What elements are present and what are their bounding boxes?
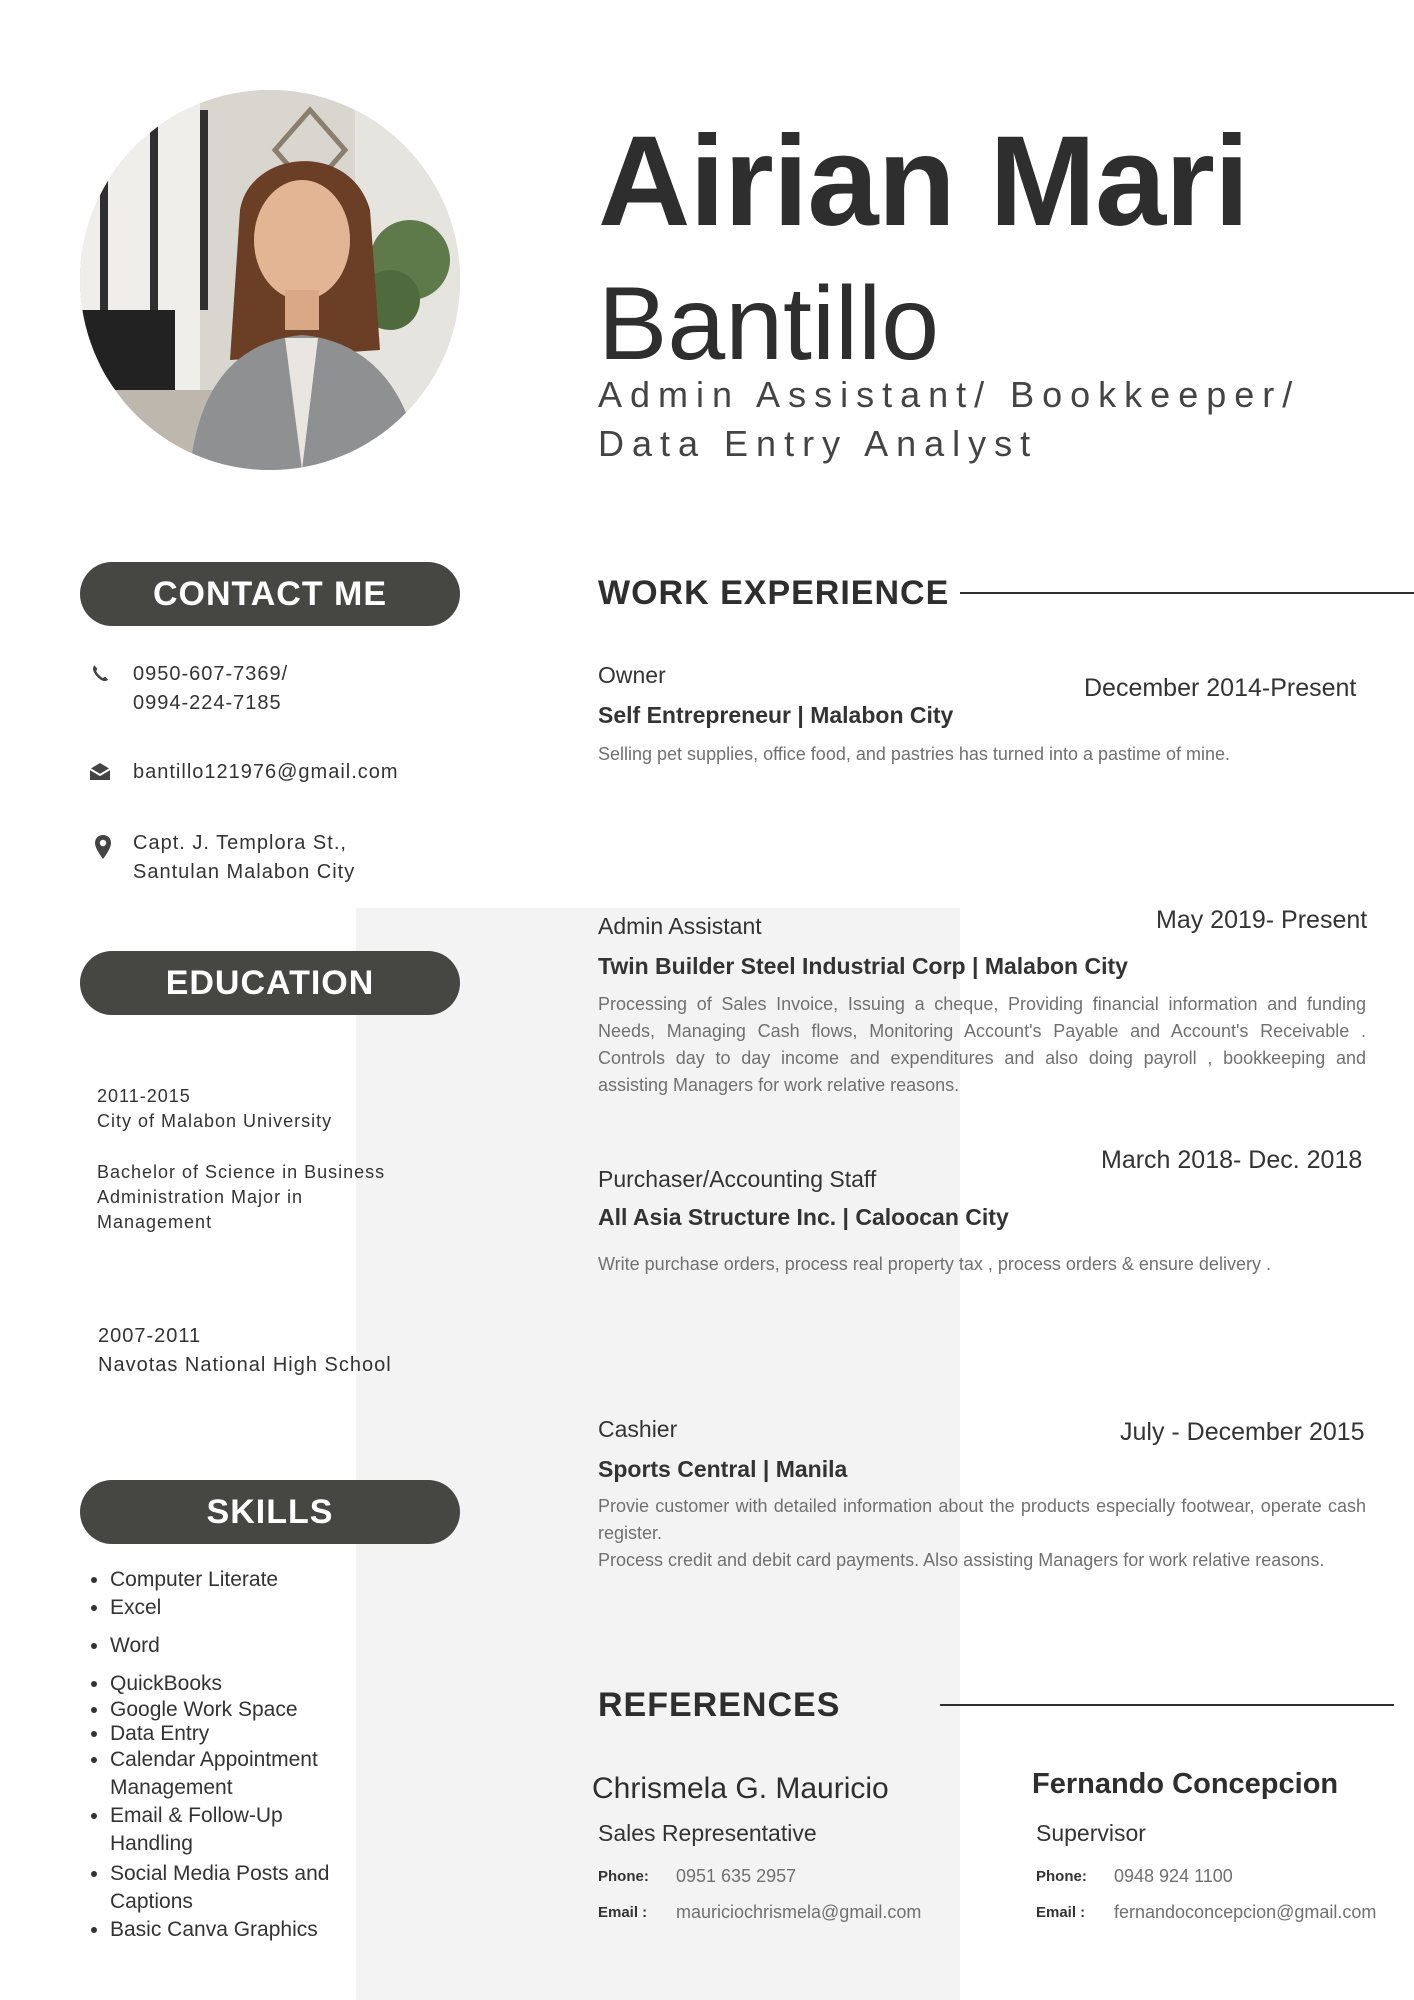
section-divider	[960, 592, 1414, 594]
phone-label: Phone:	[598, 1868, 649, 1885]
education-degree: Management	[97, 1212, 213, 1232]
education-heading: EDUCATION	[80, 951, 460, 1015]
job-description-text: Selling pet supplies, office food, and pastries has turned into a pastime of mine.	[598, 744, 1231, 764]
reference-name: Chrismela G. Mauricio	[592, 1772, 889, 1805]
job-role	[598, 370, 1300, 468]
job-description	[598, 1251, 1366, 1278]
job-company: Twin Builder Steel Industrial Corp | Malabon City	[598, 953, 1128, 979]
skill-item: • Excel	[110, 1594, 340, 1622]
reference-phone: 0951 635 2957	[676, 1866, 797, 1886]
skill-item: • Email & Follow-Up Handling	[110, 1802, 340, 1858]
job-company: Sports Central | Manila	[598, 1456, 848, 1482]
skill-item: • Social Media Posts and Captions	[110, 1860, 340, 1916]
education-years: 2007-2011	[98, 1325, 202, 1347]
email-label: Email :	[1036, 1904, 1086, 1921]
location-icon	[93, 834, 113, 860]
work-experience-heading: WORK EXPERIENCE	[598, 574, 950, 612]
education-entry	[98, 1322, 392, 1380]
reference-role: Sales Representative	[598, 1820, 817, 1846]
last-name: Bantillo	[598, 266, 940, 382]
skills-list	[80, 1566, 340, 1944]
job-title: Admin Assistant	[598, 913, 762, 939]
skill-item: • Calendar Appointment Management	[110, 1746, 340, 1802]
job-description	[598, 741, 1366, 768]
skill-item: • QuickBooks	[110, 1670, 340, 1698]
job-title: Purchaser/Accounting Staff	[598, 1166, 877, 1192]
reference-email: fernandoconcepcion@gmail.com	[1114, 1902, 1377, 1922]
job-description-text: Provie customer with detailed information about the products especially footwear, operate cash register.	[598, 1496, 1366, 1543]
education-years: 2011-2015	[97, 1086, 191, 1106]
reference-email: mauriciochrismela@gmail.com	[676, 1902, 922, 1922]
education-degree: Administration Major in	[97, 1187, 304, 1207]
education-school: Navotas National High School	[98, 1354, 392, 1376]
job-description	[598, 1493, 1366, 1574]
address-line: Capt. J. Templora St.,	[133, 832, 347, 854]
skills-heading: SKILLS	[80, 1480, 460, 1544]
phone-number: 0994-224-7185	[133, 692, 282, 714]
job-dates: December 2014-Present	[1084, 674, 1357, 702]
skill-item: • Word	[110, 1632, 340, 1660]
job-company: All Asia Structure Inc. | Caloocan City	[598, 1204, 1009, 1230]
job-description	[598, 991, 1366, 1099]
job-description-text: Process credit and debit card payments. Also assisting Managers for work relative reasons.	[598, 1550, 1325, 1570]
phone-icon	[88, 662, 112, 686]
job-dates: July - December 2015	[1120, 1418, 1365, 1446]
skill-item: • Computer Literate	[110, 1566, 340, 1594]
skill-item: • Data Entry	[110, 1722, 340, 1746]
first-name: Airian Mari	[598, 110, 1249, 253]
role-line: Data Entry Analyst	[598, 423, 1039, 464]
skill-item: • Basic Canva Graphics	[110, 1916, 340, 1944]
job-title: Owner	[598, 662, 666, 688]
job-description-text: Processing of Sales Invoice, Issuing a cheque, Providing financial information and funding Needs, Managing Cash flows, Monitoring Account's Payable and Account's Receivable . Controls day to day income and expenditures and also doing payroll , bookkeeping and assisting Managers for work relative reasons.	[598, 994, 1366, 1095]
skill-item: • Google Work Space	[110, 1698, 340, 1722]
education-degree: Bachelor of Science in Business	[97, 1162, 386, 1182]
education-entry	[97, 1084, 385, 1235]
job-dates: May 2019- Present	[1156, 906, 1368, 934]
reference-phone: 0948 924 1100	[1114, 1866, 1233, 1886]
reference-role: Supervisor	[1036, 1820, 1146, 1846]
email-label: Email :	[598, 1904, 648, 1921]
contact-heading: CONTACT ME	[80, 562, 460, 626]
reference-name: Fernando Concepcion	[1032, 1768, 1339, 1800]
address-line: Santulan Malabon City	[133, 861, 356, 883]
job-description-text: Write purchase orders, process real property tax , process orders & ensure delivery .	[598, 1254, 1271, 1274]
role-line: Admin Assistant/ Bookkeeper/	[598, 374, 1301, 415]
email-address: bantillo121976@gmail.com	[133, 761, 399, 783]
references-heading: REFERENCES	[598, 1686, 841, 1724]
job-title: Cashier	[598, 1416, 678, 1442]
profile-photo	[80, 90, 460, 470]
phone-number: 0950-607-7369/	[133, 663, 289, 685]
section-divider	[940, 1704, 1394, 1706]
job-company: Self Entrepreneur | Malabon City	[598, 702, 954, 728]
phone-label: Phone:	[1036, 1868, 1087, 1885]
education-school: City of Malabon University	[97, 1111, 333, 1131]
job-dates: March 2018- Dec. 2018	[1101, 1146, 1363, 1174]
email-icon	[88, 760, 112, 784]
